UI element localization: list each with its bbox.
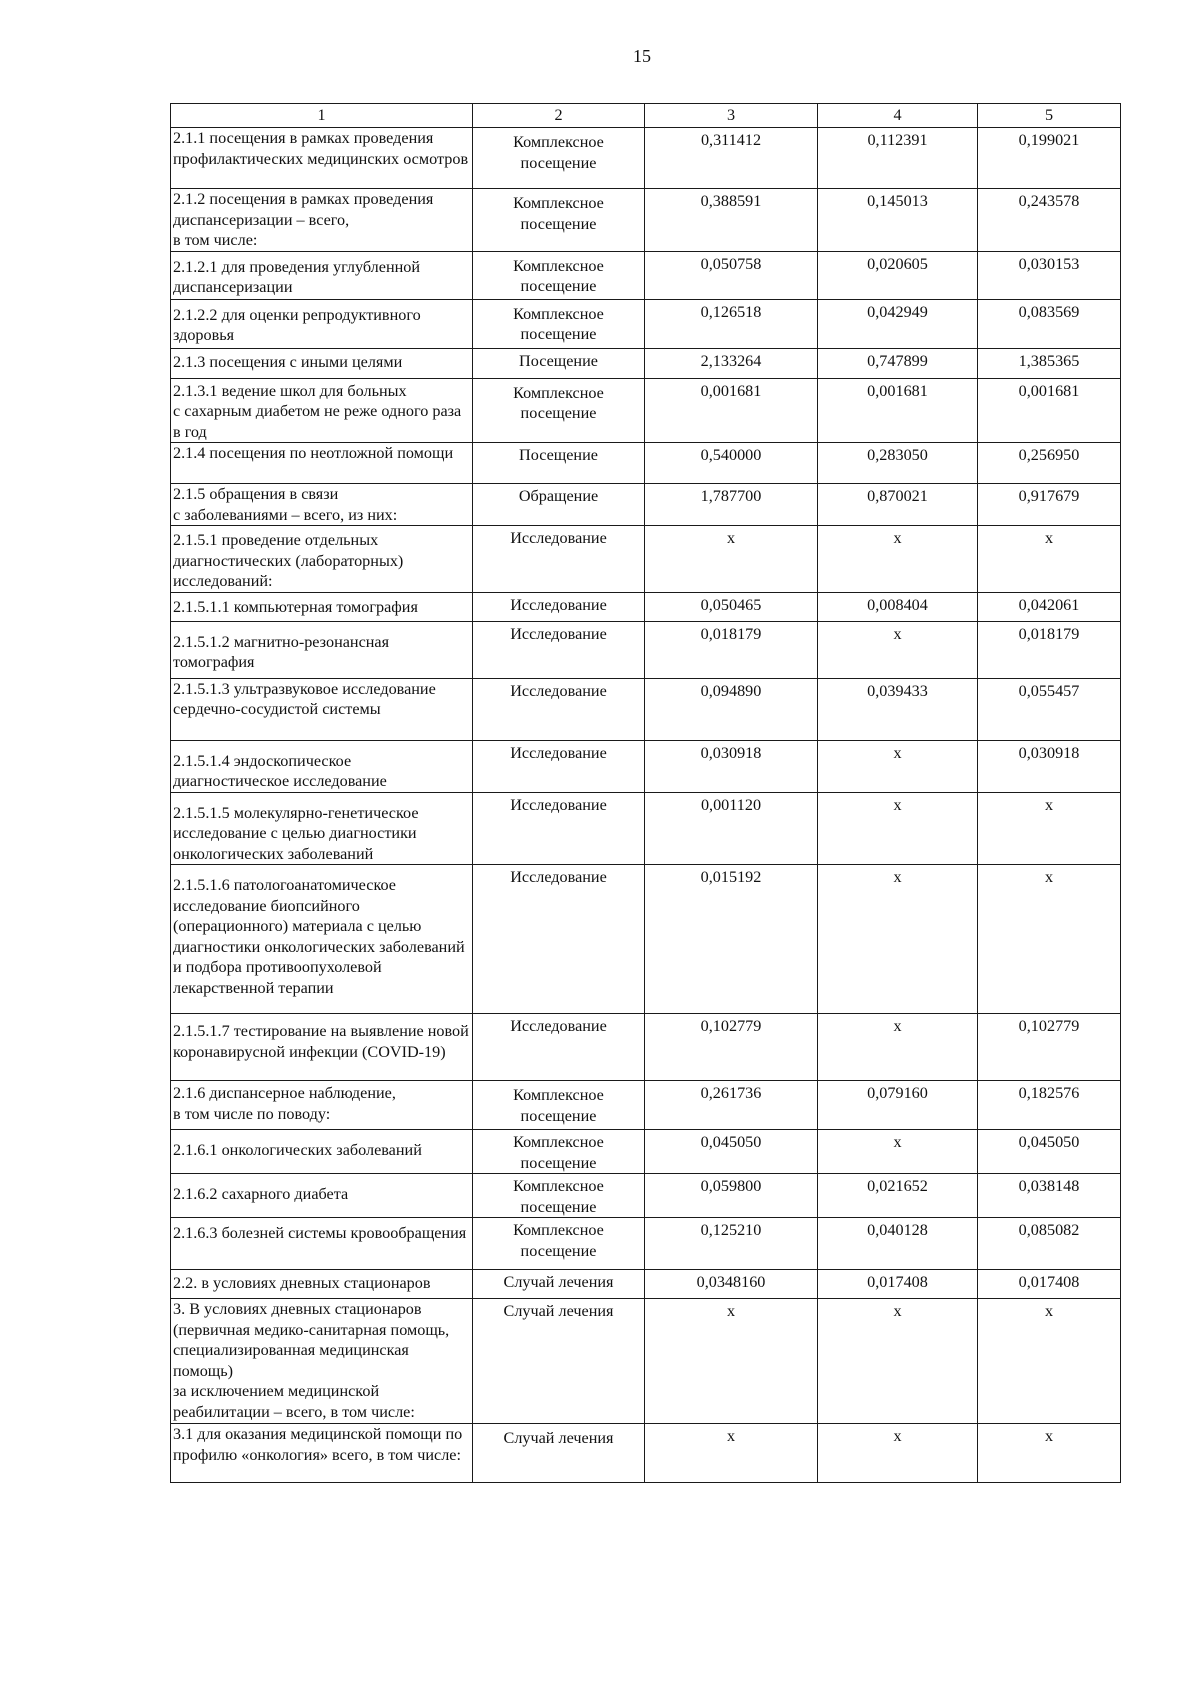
row-value-col4 bbox=[818, 1299, 978, 1424]
row-value-text: х bbox=[893, 795, 902, 814]
row-name-text: 2.1.2.2 для оценки репродуктивного здоровья bbox=[173, 305, 421, 344]
row-name-text: 2.1.2 посещения в рамках проведения диспансеризации – всего, в том числе: bbox=[173, 190, 434, 249]
row-name-text: 2.1.6 диспансерное наблюдение, в том числе по поводу: bbox=[173, 1084, 396, 1123]
row-value-col5 bbox=[978, 251, 1121, 299]
table-row bbox=[171, 678, 1121, 740]
row-value-text: 0,039433 bbox=[867, 681, 928, 700]
row-value-text: 0,182576 bbox=[1018, 1084, 1080, 1102]
row-value-text: 0,388591 bbox=[700, 192, 762, 210]
row-unit-text: Посещение bbox=[519, 351, 598, 370]
row-value-text: 0,256950 bbox=[1018, 446, 1080, 464]
header-cell-4: 4 bbox=[818, 104, 978, 128]
row-name-text: 2.1.6.2 сахарного диабета bbox=[173, 1185, 349, 1203]
row-value-col5 bbox=[978, 378, 1121, 443]
row-value-text: 0,126518 bbox=[700, 302, 762, 321]
row-unit bbox=[473, 1174, 645, 1218]
row-value-col4 bbox=[818, 251, 978, 299]
row-name-text: 2.1.2.1 для проведения углубленной диспансеризации bbox=[173, 257, 421, 296]
table-row bbox=[171, 299, 1121, 348]
row-value-text: х bbox=[893, 1427, 902, 1445]
row-value-text: 0,017408 bbox=[867, 1273, 928, 1291]
row-value-col4 bbox=[818, 299, 978, 348]
row-value-text: 0,311412 bbox=[700, 131, 762, 149]
row-value-text: 0,112391 bbox=[867, 131, 928, 149]
row-value-col5 bbox=[978, 299, 1121, 348]
row-name bbox=[171, 1299, 473, 1424]
header-cell-3: 3 bbox=[645, 104, 818, 128]
row-value-col4 bbox=[818, 1270, 978, 1299]
row-value-text: 0,094890 bbox=[700, 681, 762, 700]
table-row bbox=[171, 865, 1121, 1014]
table-row bbox=[171, 1270, 1121, 1299]
row-value-col3 bbox=[645, 1130, 818, 1174]
table-row bbox=[171, 1130, 1121, 1174]
row-unit bbox=[473, 378, 645, 443]
row-value-text: 0,038148 bbox=[1018, 1177, 1080, 1195]
table-row bbox=[171, 1424, 1121, 1483]
row-value-col4 bbox=[818, 592, 978, 621]
row-unit-text: Исследование bbox=[510, 681, 607, 700]
table-row bbox=[171, 621, 1121, 678]
row-value-text: 0,020605 bbox=[867, 254, 928, 273]
row-value-col5 bbox=[978, 189, 1121, 252]
row-value-text: х bbox=[893, 743, 902, 762]
row-value-col5 bbox=[978, 1270, 1121, 1299]
row-name-text: 2.1.5.1.4 эндоскопическое диагностическое исследование bbox=[173, 751, 387, 790]
row-unit bbox=[473, 1299, 645, 1424]
row-value-col4 bbox=[818, 1014, 978, 1081]
row-unit bbox=[473, 1424, 645, 1483]
row-value-col4 bbox=[818, 621, 978, 678]
row-unit bbox=[473, 526, 645, 593]
row-name bbox=[171, 621, 473, 678]
row-value-col3 bbox=[645, 484, 818, 526]
row-unit-text: Обращение bbox=[518, 487, 599, 505]
row-name bbox=[171, 251, 473, 299]
row-value-col3 bbox=[645, 378, 818, 443]
table-row bbox=[171, 348, 1121, 378]
table-row bbox=[171, 526, 1121, 593]
table-row bbox=[171, 128, 1121, 189]
row-value-col5 bbox=[978, 1299, 1121, 1424]
row-value-text: 0,050758 bbox=[700, 254, 762, 273]
row-unit-text: Комплексное посещение bbox=[513, 1177, 604, 1216]
row-name bbox=[171, 1130, 473, 1174]
row-value-text: х bbox=[893, 624, 902, 643]
row-value-text: 0,125210 bbox=[700, 1221, 762, 1239]
row-value-text: х bbox=[1044, 795, 1054, 814]
row-name bbox=[171, 1081, 473, 1130]
row-value-col4 bbox=[818, 128, 978, 189]
row-name-text: 2.1.3 посещения с иными целями bbox=[173, 352, 403, 371]
row-value-col5 bbox=[978, 1130, 1121, 1174]
row-value-text: 0,059800 bbox=[700, 1177, 762, 1195]
row-value-col4 bbox=[818, 189, 978, 252]
row-value-text: 0,042949 bbox=[867, 302, 928, 321]
row-value-col3 bbox=[645, 189, 818, 252]
row-value-text: 0,001681 bbox=[700, 381, 762, 400]
row-value-text: 0,083569 bbox=[1018, 302, 1080, 321]
table-row bbox=[171, 484, 1121, 526]
row-value-col3 bbox=[645, 1299, 818, 1424]
row-value-col3 bbox=[645, 526, 818, 593]
row-value-text: 0,015192 bbox=[700, 868, 762, 886]
row-name-text: 3.1 для оказания медицинской помощи по профилю «онкология» всего, в том числе: bbox=[173, 1425, 463, 1464]
row-value-text: х bbox=[726, 529, 736, 547]
row-value-col3 bbox=[645, 1270, 818, 1299]
row-value-col5 bbox=[978, 1218, 1121, 1270]
row-name-text: 2.1.4 посещения по неотложной помощи bbox=[173, 444, 454, 462]
row-name bbox=[171, 592, 473, 621]
row-value-col4 bbox=[818, 484, 978, 526]
row-unit bbox=[473, 592, 645, 621]
row-name bbox=[171, 740, 473, 792]
row-unit-text: Комплексное посещение bbox=[513, 133, 604, 172]
row-unit bbox=[473, 128, 645, 189]
row-name-text: 2.1.5.1.3 ультразвуковое исследование сердечно-сосудистой системы bbox=[173, 679, 436, 718]
table-row bbox=[171, 443, 1121, 484]
row-unit-text: Комплексное посещение bbox=[513, 194, 604, 233]
row-value-text: 0,030153 bbox=[1018, 254, 1080, 273]
row-unit bbox=[473, 251, 645, 299]
row-value-text: х bbox=[893, 529, 902, 547]
row-unit-text: Комплексное посещение bbox=[513, 1086, 604, 1125]
row-value-text: 0,199021 bbox=[1018, 131, 1080, 149]
row-value-text: 0,870021 bbox=[867, 487, 928, 505]
row-unit bbox=[473, 678, 645, 740]
row-value-col3 bbox=[645, 299, 818, 348]
row-value-text: 0,055457 bbox=[1018, 681, 1080, 700]
row-value-col4 bbox=[818, 1130, 978, 1174]
row-value-col5 bbox=[978, 526, 1121, 593]
row-value-text: 0,917679 bbox=[1018, 487, 1080, 505]
row-name bbox=[171, 1270, 473, 1299]
table-row bbox=[171, 1299, 1121, 1424]
row-unit-text: Исследование bbox=[510, 868, 607, 886]
row-value-col5 bbox=[978, 128, 1121, 189]
row-value-col4 bbox=[818, 865, 978, 1014]
row-unit-text: Исследование bbox=[510, 529, 607, 547]
row-value-col5 bbox=[978, 348, 1121, 378]
row-unit-text: Случай лечения bbox=[503, 1273, 614, 1291]
row-value-text: 0,042061 bbox=[1018, 595, 1080, 614]
row-value-col5 bbox=[978, 443, 1121, 484]
row-value-col3 bbox=[645, 740, 818, 792]
data-table bbox=[170, 103, 1121, 1483]
row-value-text: х bbox=[1044, 529, 1054, 547]
row-name bbox=[171, 1014, 473, 1081]
header-cell-2: 2 bbox=[473, 104, 645, 128]
table-row bbox=[171, 1014, 1121, 1081]
row-value-text: 0,050465 bbox=[700, 595, 762, 614]
row-value-text: 0,001681 bbox=[1018, 381, 1080, 400]
row-name-text: 2.1.5.1.7 тестирование на выявление новой коронавирусной инфекции (COVID-19) bbox=[173, 1022, 469, 1061]
row-value-text: 0,0348160 bbox=[696, 1273, 766, 1291]
table-row bbox=[171, 740, 1121, 792]
row-name-text: 3. В условиях дневных стационаров (первичная медико-санитарная помощь, специализированная медицинская помощь) за исключением медицинской реабилитации – всего, в том числе: bbox=[173, 1300, 450, 1421]
row-value-text: 0,001120 bbox=[700, 795, 762, 814]
row-value-text: х bbox=[1044, 868, 1054, 886]
row-value-col4 bbox=[818, 678, 978, 740]
row-name bbox=[171, 484, 473, 526]
row-name-text: 2.1.1 посещения в рамках проведения профилактических медицинских осмотров bbox=[173, 129, 469, 168]
row-value-text: 0,001681 bbox=[867, 381, 928, 400]
row-unit-text: Исследование bbox=[510, 795, 607, 814]
row-value-col3 bbox=[645, 592, 818, 621]
row-name bbox=[171, 678, 473, 740]
row-name bbox=[171, 1424, 473, 1483]
row-name-text: 2.1.5.1.6 патологоанатомическое исследование биопсийного (операционного) материала с целью диагностики онкологических заболеваний и подбора противоопухолевой лекарственной терапии bbox=[173, 876, 465, 997]
row-unit-text: Посещение bbox=[519, 446, 598, 464]
row-value-text: х bbox=[1044, 1427, 1054, 1445]
row-unit bbox=[473, 189, 645, 252]
row-name bbox=[171, 526, 473, 593]
row-name-text: 2.1.5.1.1 компьютерная томография bbox=[173, 597, 418, 616]
row-value-col4 bbox=[818, 348, 978, 378]
row-value-col5 bbox=[978, 1424, 1121, 1483]
row-value-col5 bbox=[978, 621, 1121, 678]
row-unit-text: Комплексное посещение bbox=[513, 304, 604, 343]
row-name bbox=[171, 1174, 473, 1218]
row-name-text: 2.1.5 обращения в связи с заболеваниями – всего, из них: bbox=[173, 485, 398, 524]
row-value-col4 bbox=[818, 1424, 978, 1483]
row-value-col3 bbox=[645, 251, 818, 299]
row-value-text: 0,045050 bbox=[700, 1133, 762, 1151]
row-unit-text: Комплексное посещение bbox=[513, 1133, 604, 1172]
row-value-col5 bbox=[978, 865, 1121, 1014]
row-name bbox=[171, 128, 473, 189]
row-name-text: 2.1.5.1.5 молекулярно-генетическое исследование с целью диагностики онкологических заболеваний bbox=[173, 803, 419, 863]
row-unit-text: Исследование bbox=[510, 743, 607, 762]
row-value-col3 bbox=[645, 1081, 818, 1130]
row-name bbox=[171, 443, 473, 484]
row-value-col5 bbox=[978, 1174, 1121, 1218]
row-name-text: 2.2. в условиях дневных стационаров bbox=[173, 1274, 431, 1292]
row-value-text: х bbox=[1044, 1302, 1054, 1320]
row-value-col4 bbox=[818, 1174, 978, 1218]
row-unit bbox=[473, 1081, 645, 1130]
row-unit bbox=[473, 1130, 645, 1174]
row-value-col3 bbox=[645, 348, 818, 378]
row-unit bbox=[473, 865, 645, 1014]
row-value-text: 0,261736 bbox=[700, 1084, 762, 1102]
table-row bbox=[171, 189, 1121, 252]
row-unit bbox=[473, 299, 645, 348]
row-unit bbox=[473, 1014, 645, 1081]
row-value-col3 bbox=[645, 1424, 818, 1483]
row-value-col5 bbox=[978, 740, 1121, 792]
row-value-col4 bbox=[818, 1081, 978, 1130]
row-name bbox=[171, 1218, 473, 1270]
row-value-text: 0,018179 bbox=[1018, 624, 1080, 643]
row-value-col4 bbox=[818, 443, 978, 484]
row-value-text: 1,787700 bbox=[700, 487, 762, 505]
header-row bbox=[171, 104, 1121, 128]
row-name bbox=[171, 348, 473, 378]
row-unit-text: Случай лечения bbox=[503, 1302, 614, 1320]
row-value-col3 bbox=[645, 1014, 818, 1081]
row-value-col3 bbox=[645, 865, 818, 1014]
row-unit-text: Исследование bbox=[510, 595, 607, 614]
row-name bbox=[171, 299, 473, 348]
row-value-text: х bbox=[893, 1133, 902, 1151]
row-unit-text: Исследование bbox=[510, 624, 607, 643]
row-value-col3 bbox=[645, 443, 818, 484]
row-value-col5 bbox=[978, 592, 1121, 621]
row-value-text: х bbox=[893, 1302, 902, 1320]
page-number: 15 bbox=[633, 46, 651, 66]
row-unit-text: Комплексное посещение bbox=[513, 1221, 604, 1260]
row-unit-text: Исследование bbox=[510, 1017, 607, 1035]
row-value-col5 bbox=[978, 792, 1121, 865]
row-value-text: х bbox=[726, 1302, 736, 1320]
row-name bbox=[171, 378, 473, 443]
row-unit bbox=[473, 740, 645, 792]
table-row bbox=[171, 251, 1121, 299]
row-unit bbox=[473, 792, 645, 865]
row-value-text: 0,030918 bbox=[700, 743, 762, 762]
row-value-text: 0,102779 bbox=[700, 1017, 762, 1035]
row-name-text: 2.1.6.1 онкологических заболеваний bbox=[173, 1141, 422, 1159]
row-unit-text: Случай лечения bbox=[503, 1429, 614, 1447]
row-value-text: х bbox=[726, 1427, 736, 1445]
row-unit bbox=[473, 621, 645, 678]
table-row bbox=[171, 1218, 1121, 1270]
row-value-col3 bbox=[645, 128, 818, 189]
row-value-text: 0,102779 bbox=[1018, 1017, 1080, 1035]
row-unit bbox=[473, 348, 645, 378]
table-row bbox=[171, 792, 1121, 865]
row-unit bbox=[473, 484, 645, 526]
row-value-text: 0,145013 bbox=[867, 192, 928, 210]
row-value-col3 bbox=[645, 1218, 818, 1270]
table-row bbox=[171, 592, 1121, 621]
row-value-col4 bbox=[818, 1218, 978, 1270]
table-row bbox=[171, 1174, 1121, 1218]
row-value-text: 0,079160 bbox=[867, 1084, 928, 1102]
row-value-text: 2,133264 bbox=[700, 351, 762, 370]
row-name bbox=[171, 792, 473, 865]
row-value-text: 0,030918 bbox=[1018, 743, 1080, 762]
row-name bbox=[171, 865, 473, 1014]
row-value-text: 0,008404 bbox=[867, 595, 928, 614]
row-value-col4 bbox=[818, 378, 978, 443]
row-value-text: 0,243578 bbox=[1018, 192, 1080, 210]
row-value-text: 0,747899 bbox=[867, 351, 928, 370]
row-name-text: 2.1.5.1 проведение отдельных диагностических (лабораторных) исследований: bbox=[173, 531, 404, 590]
header-cell-1: 1 bbox=[171, 104, 473, 128]
row-value-col4 bbox=[818, 526, 978, 593]
row-value-text: 0,021652 bbox=[867, 1177, 928, 1195]
row-value-text: 0,018179 bbox=[700, 624, 762, 643]
row-value-text: 0,045050 bbox=[1018, 1133, 1080, 1151]
row-value-text: х bbox=[893, 1017, 902, 1035]
table-row bbox=[171, 378, 1121, 443]
row-unit bbox=[473, 1270, 645, 1299]
row-name-text: 2.1.3.1 ведение школ для больных с сахарным диабетом не реже одного раза в год bbox=[173, 381, 462, 441]
row-name bbox=[171, 189, 473, 252]
row-name-text: 2.1.6.3 болезней системы кровообращения bbox=[173, 1224, 467, 1242]
row-value-col4 bbox=[818, 740, 978, 792]
table-row bbox=[171, 1081, 1121, 1130]
row-value-text: 0,017408 bbox=[1018, 1273, 1080, 1291]
row-value-col4 bbox=[818, 792, 978, 865]
row-value-col5 bbox=[978, 1014, 1121, 1081]
row-value-text: 1,385365 bbox=[1018, 351, 1080, 370]
row-value-text: х bbox=[893, 868, 902, 886]
row-value-col3 bbox=[645, 678, 818, 740]
row-value-col3 bbox=[645, 792, 818, 865]
row-value-col5 bbox=[978, 678, 1121, 740]
row-unit-text: Комплексное посещение bbox=[513, 383, 604, 422]
row-value-col5 bbox=[978, 1081, 1121, 1130]
row-value-col3 bbox=[645, 621, 818, 678]
row-unit bbox=[473, 443, 645, 484]
row-value-col3 bbox=[645, 1174, 818, 1218]
row-value-text: 0,085082 bbox=[1018, 1221, 1080, 1239]
row-name-text: 2.1.5.1.2 магнитно-резонансная томография bbox=[173, 632, 390, 671]
row-unit bbox=[473, 1218, 645, 1270]
header-cell-5: 5 bbox=[978, 104, 1121, 128]
row-value-text: 0,540000 bbox=[700, 446, 762, 464]
row-value-text: 0,040128 bbox=[867, 1221, 928, 1239]
row-value-col5 bbox=[978, 484, 1121, 526]
row-unit-text: Комплексное посещение bbox=[513, 256, 604, 295]
row-value-text: 0,283050 bbox=[867, 446, 928, 464]
